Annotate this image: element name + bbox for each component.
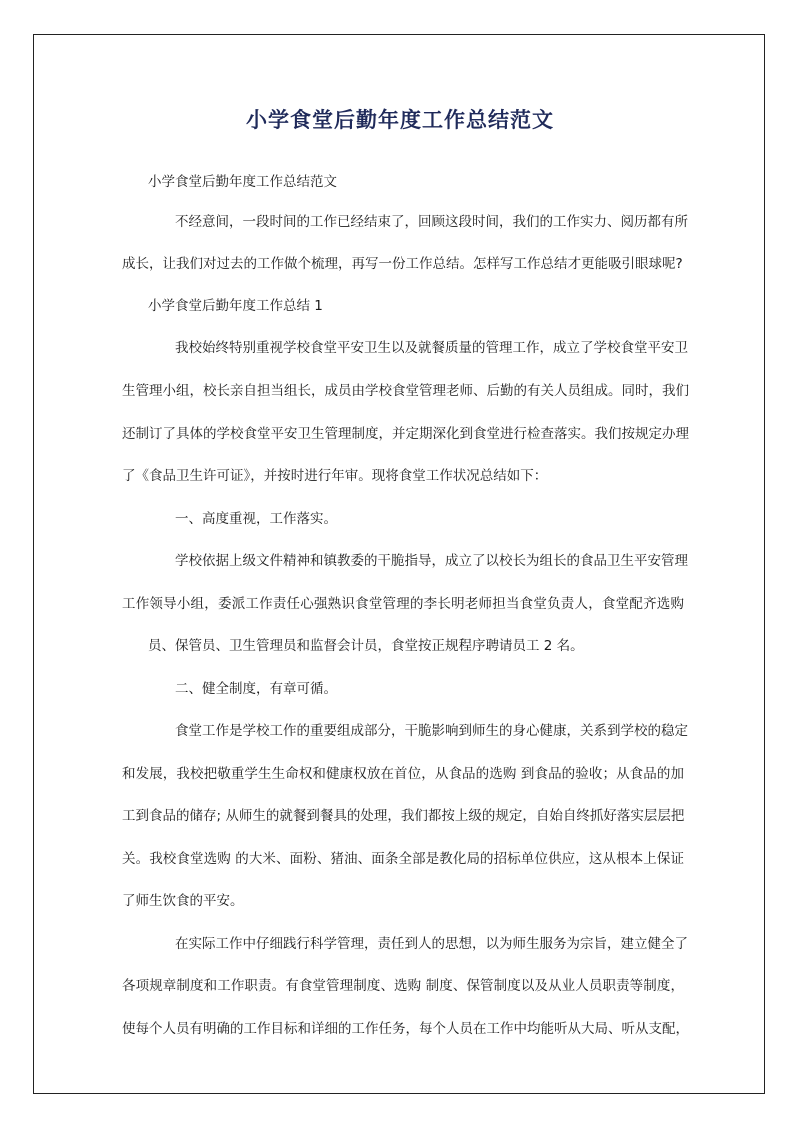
paragraph-line: 使每个人员有明确的工作目标和详细的工作任务，每个人员在工作中均能听从大局、听从支配， — [122, 1021, 689, 1037]
paragraph-line: 成长，让我们对过去的工作做个梳理，再写一份工作总结。怎样写工作总结才更能吸引眼球呢? — [122, 256, 683, 272]
document-title: 小学食堂后勤年度工作总结范文 — [246, 108, 554, 132]
paragraph-line: 还制订了具体的学校食堂平安卫生管理制度，并定期深化到食堂进行检查落实。我们按规定办理 — [122, 426, 689, 442]
subtitle-line: 小学食堂后勤年度工作总结范文 — [148, 174, 337, 190]
paragraph-line: 不经意间，一段时间的工作已经结束了，回顾这段时间，我们的工作实力、阅历都有所 — [175, 214, 688, 230]
paragraph-line: 关。我校食堂选购 的大米、面粉、猪油、面条全部是教化局的招标单位供应，这从根本上保证 — [122, 851, 684, 867]
section-heading: 一、高度重视，工作落实。 — [175, 511, 337, 527]
paragraph-line: 我校始终特别重视学校食堂平安卫生以及就餐质量的管理工作，成立了学校食堂平安卫 — [175, 340, 688, 356]
paragraph-line: 了师生饮食的平安。 — [122, 893, 244, 909]
paragraph-line: 各项规章制度和工作职责。有食堂管理制度、选购 制度、保管制度以及从业人员职责等制度， — [122, 978, 684, 994]
paragraph-line: 在实际工作中仔细践行科学管理，责任到人的思想，以为师生服务为宗旨，建立健全了 — [175, 936, 688, 952]
paragraph-line: 工作领导小组，委派工作责任心强熟识食堂管理的李长明老师担当食堂负责人，食堂配齐选购 — [122, 596, 684, 612]
section-heading: 小学食堂后勤年度工作总结 1 — [148, 298, 323, 314]
paragraph-line: 学校依据上级文件精神和镇教委的干脆指导，成立了以校长为组长的食品卫生平安管理 — [175, 553, 688, 569]
paragraph-line: 员、保管员、卫生管理员和监督会计员，食堂按正规程序聘请员工 2 名。 — [148, 638, 584, 654]
paragraph-line: 生管理小组，校长亲自担当组长，成员由学校食堂管理老师、后勤的有关人员组成。同时，我们 — [122, 383, 689, 399]
paragraph-line: 食堂工作是学校工作的重要组成部分，干脆影响到师生的身心健康，关系到学校的稳定 — [175, 723, 688, 739]
section-heading: 二、健全制度，有章可循。 — [175, 681, 337, 697]
paragraph-line: 和发展，我校把敬重学生生命权和健康权放在首位，从食品的选购 到食品的验收；从食品的加 — [122, 766, 684, 782]
paragraph-line: 工到食品的储存; 从师生的就餐到餐具的处理，我们都按上级的规定，自始自终抓好落实层层把 — [122, 808, 685, 824]
paragraph-line: 了《食品卫生许可证》，并按时进行年审。现将食堂工作状况总结如下： — [122, 468, 548, 484]
